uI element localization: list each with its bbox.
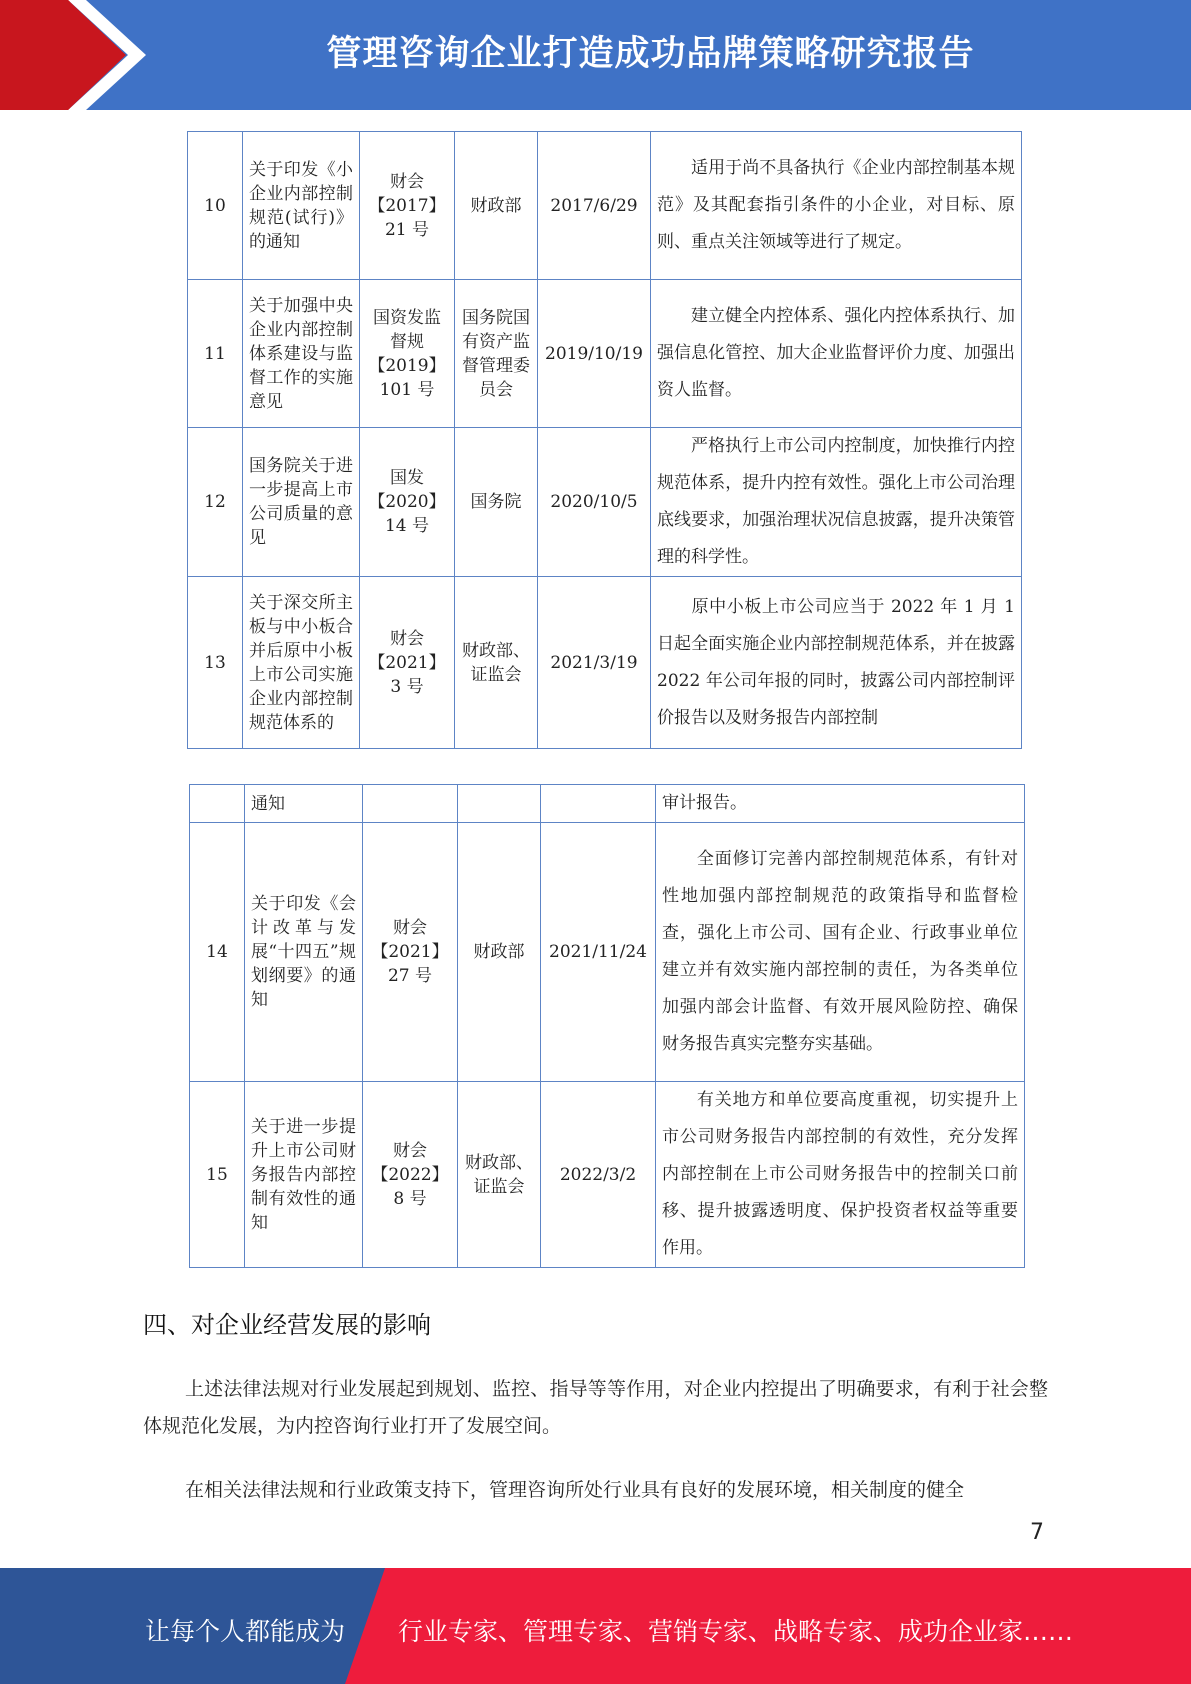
page-footer [0,1568,1191,1684]
regulation-description: 审计报告。 [656,785,1025,823]
regulation-name: 通知 [245,785,363,823]
regulation-description: 严格执行上市公司内控制度，加快推行内控规范体系，提升内控有效性。强化上市公司治理底线要求，加强治理状况信息披露，提升决策管理的科学性。 [657,436,1015,567]
footer-slogan-left: 让每个人都能成为 [145,1617,346,1646]
row-number [190,785,245,823]
regulation-name: 关于印发《会计改革与发展“十四五”规划纲要》的通知 [245,823,363,1082]
issue-date: 2022/3/2 [541,1082,656,1268]
page-number: 7 [1030,1520,1044,1545]
row-number: 13 [188,577,243,749]
section-title: 四、对企业经营发展的影响 [143,1311,431,1339]
issue-date: 2017/6/29 [538,132,651,280]
regulation-name: 关于进一步提升上市公司财务报告内部控制有效性的通知 [245,1082,363,1268]
regulation-description: 建立健全内控体系、强化内控体系执行、加强信息化管控、加大企业监督评价力度、加强出资人监督。 [657,306,1015,400]
table-row [190,1082,1025,1268]
issue-date: 2019/10/19 [538,280,651,428]
row-number: 15 [190,1082,245,1268]
header-chevron-icon [68,0,148,110]
document-number: 国发【2020】14 号 [360,428,455,577]
document-number: 财会【2021】3 号 [360,577,455,749]
issuing-authority: 财政部、证监会 [458,1082,541,1268]
issuing-authority: 财政部、证监会 [455,577,538,749]
row-number: 14 [190,823,245,1082]
footer-slogan-right: 行业专家、管理专家、营销专家、战略专家、成功企业家…… [398,1617,1074,1646]
issuing-authority: 财政部 [458,823,541,1082]
document-number: 财会【2017】21 号 [360,132,455,280]
issuing-authority: 财政部 [455,132,538,280]
table-row [188,428,1022,577]
issue-date: 2020/10/5 [538,428,651,577]
table-row [190,823,1025,1082]
issue-date [541,785,656,823]
document-number: 财会【2021】27 号 [363,823,458,1082]
regulation-table-2 [189,784,1025,1268]
regulation-name: 关于深交所主板与中小板合并后原中小板上市公司实施企业内部控制规范体系的 [243,577,360,749]
table-row [188,577,1022,749]
table-row [188,280,1022,428]
document-number [363,785,458,823]
page-header [0,0,1191,110]
table-row [190,785,1025,823]
header-title: 管理咨询企业打造成功品牌策略研究报告 [326,34,975,74]
issuing-authority [458,785,541,823]
regulation-name: 关于加强中央企业内部控制体系建设与监督工作的实施意见 [243,280,360,428]
issue-date: 2021/11/24 [541,823,656,1082]
regulation-description: 全面修订完善内部控制规范体系，有针对性地加强内部控制规范的政策指导和监督检查，强化上市公司、国有企业、行政事业单位建立并有效实施内部控制的责任，为各类单位加强内部会计监督、有效开展风险防控、确保财务报告真实完整夯实基础。 [662,849,1018,1054]
regulation-name: 国务院关于进一步提高上市公司质量的意见 [243,428,360,577]
regulation-name: 关于印发《小企业内部控制规范(试行)》的通知 [243,132,360,280]
body-paragraph: 上述法律法规对行业发展起到规划、监控、指导等等作用，对企业内控提出了明确要求，有利于社会整体规范化发展，为内控咨询行业打开了发展空间。 [143,1378,1048,1437]
document-number: 财会【2022】8 号 [363,1082,458,1268]
regulation-table-1 [187,131,1022,749]
header-red-block [0,0,70,110]
regulation-description: 有关地方和单位要高度重视，切实提升上市公司财务报告内部控制的有效性，充分发挥内部控制在上市公司财务报告中的控制关口前移、提升披露透明度、保护投资者权益等重要作用。 [662,1090,1018,1258]
regulation-description: 原中小板上市公司应当于 2022 年 1 月 1 日起全面实施企业内部控制规范体系，并在披露 2022 年公司年报的同时，披露公司内部控制评价报告以及财务报告内部控制 [657,596,1015,728]
issue-date: 2021/3/19 [538,577,651,749]
row-number: 11 [188,280,243,428]
table-row [188,132,1022,280]
regulation-description: 适用于尚不具备执行《企业内部控制基本规范》及其配套指引条件的小企业，对目标、原则、重点关注领域等进行了规定。 [657,158,1015,252]
row-number: 10 [188,132,243,280]
document-number: 国资发监督规【2019】101 号 [360,280,455,428]
issuing-authority: 国务院 [455,428,538,577]
row-number: 12 [188,428,243,577]
body-paragraph: 在相关法律法规和行业政策支持下，管理咨询所处行业具有良好的发展环境，相关制度的健全 [185,1479,965,1501]
issuing-authority: 国务院国有资产监督管理委员会 [455,280,538,428]
